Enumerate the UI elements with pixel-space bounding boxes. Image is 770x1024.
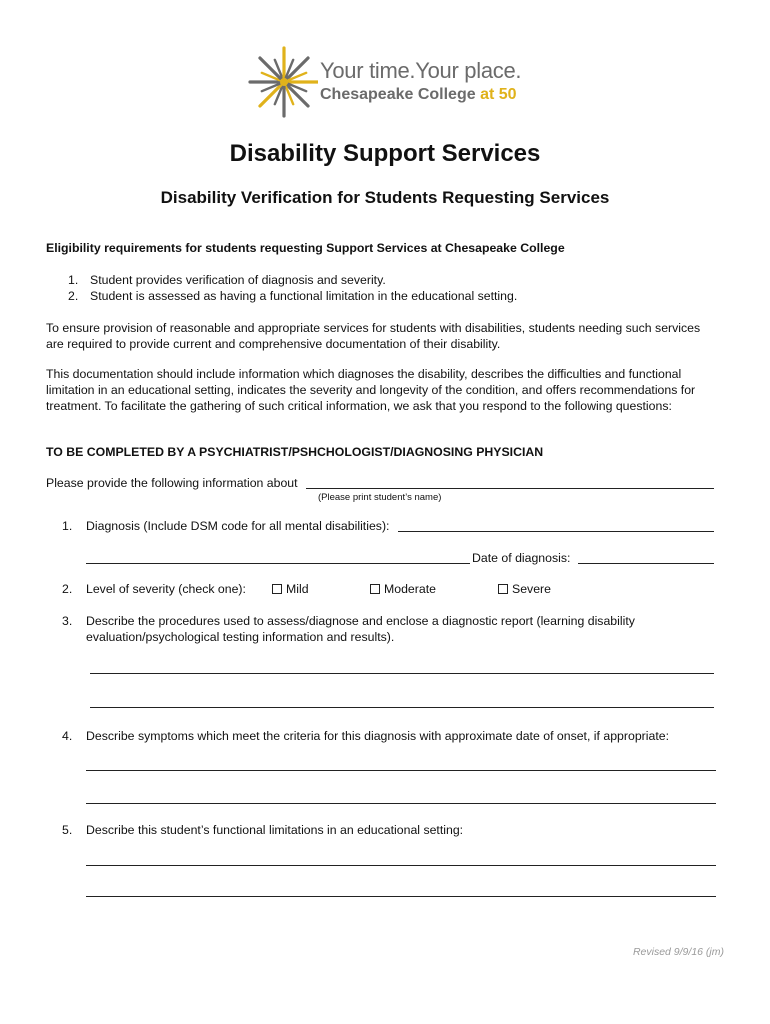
student-name-field[interactable] bbox=[306, 488, 714, 489]
starburst-icon bbox=[248, 44, 318, 124]
checkbox-icon[interactable] bbox=[498, 584, 508, 594]
paragraph-1-line-2: are required to provide current and comprehensive documentation of their disability. bbox=[46, 337, 501, 351]
paragraph-2-line-1: This documentation should include information which diagnoses the disability, describes the difficulties and functional bbox=[46, 367, 682, 381]
question-1-number: 1. bbox=[62, 519, 73, 533]
paragraph-2-line-3: treatment. To facilitate the gathering of such critical information, we ask that you respond to the following questions: bbox=[46, 399, 672, 413]
question-3-answer-line-2[interactable] bbox=[90, 707, 714, 708]
question-5-text: Describe this student’s functional limitations in an educational setting: bbox=[86, 823, 464, 837]
date-of-diagnosis-label: Date of diagnosis: bbox=[472, 551, 571, 565]
question-5-answer-line-1[interactable] bbox=[86, 865, 716, 866]
severity-option-severe[interactable]: Severe bbox=[498, 581, 551, 597]
college-logo bbox=[248, 44, 538, 124]
paragraph-1-line-1: To ensure provision of reasonable and appropriate services for students with disabilities, students needing such services bbox=[46, 321, 701, 335]
logo-tagline: Your time.Your place. bbox=[320, 58, 522, 83]
eligibility-num-2: 2. bbox=[68, 289, 79, 303]
question-3-number: 3. bbox=[62, 614, 73, 628]
logo-college-name: Chesapeake College at 50 bbox=[320, 86, 517, 103]
revision-note: Revised 9/9/16 (jm) bbox=[632, 946, 724, 958]
question-4-text: Describe symptoms which meet the criteria for this diagnosis with approximate date of onset, if appropriate: bbox=[86, 729, 670, 743]
question-1-text: Diagnosis (Include DSM code for all mental disabilities): bbox=[86, 519, 390, 533]
diagnosis-field-line-2[interactable] bbox=[86, 563, 470, 564]
checkbox-icon[interactable] bbox=[272, 584, 282, 594]
student-name-hint: (Please print student’s name) bbox=[318, 492, 442, 503]
question-5-number: 5. bbox=[62, 823, 73, 837]
question-2-number: 2. bbox=[62, 582, 73, 596]
eligibility-num-1: 1. bbox=[68, 273, 79, 287]
question-4-answer-line-2[interactable] bbox=[86, 803, 716, 804]
question-4-number: 4. bbox=[62, 729, 73, 743]
question-5-answer-line-2[interactable] bbox=[86, 896, 716, 897]
severity-option-moderate[interactable]: Moderate bbox=[370, 581, 436, 597]
student-name-label: Please provide the following information about bbox=[46, 476, 298, 490]
section-heading: TO BE COMPLETED BY A PSYCHIATRIST/PSHCHOLOGIST/DIAGNOSING PHYSICIAN bbox=[46, 445, 544, 459]
severity-option-mild[interactable]: Mild bbox=[272, 581, 309, 597]
eligibility-heading: Eligibility requirements for students requesting Support Services at Chesapeake College bbox=[46, 241, 565, 255]
diagnosis-field[interactable] bbox=[398, 531, 714, 532]
question-3-text-line-1: Describe the procedures used to assess/diagnose and enclose a diagnostic report (learning disability bbox=[86, 614, 635, 628]
page-subtitle: Disability Verification for Students Requesting Services bbox=[160, 188, 610, 207]
question-3-answer-line-1[interactable] bbox=[90, 673, 714, 674]
eligibility-item-2: Student is assessed as having a functional limitation in the educational setting. bbox=[90, 289, 518, 303]
date-of-diagnosis-field[interactable] bbox=[578, 563, 714, 564]
checkbox-icon[interactable] bbox=[370, 584, 380, 594]
eligibility-item-1: Student provides verification of diagnosis and severity. bbox=[90, 273, 386, 287]
page-title: Disability Support Services bbox=[229, 140, 541, 167]
question-3-text-line-2: evaluation/psychological testing information and results). bbox=[86, 630, 395, 644]
logo-anniversary: at 50 bbox=[480, 86, 517, 103]
question-4-answer-line-1[interactable] bbox=[86, 770, 716, 771]
paragraph-2-line-2: limitation in an educational setting, indicates the severity and longevity of the condition, and offers recommendations for bbox=[46, 383, 696, 397]
question-2-text: Level of severity (check one): bbox=[86, 582, 246, 596]
